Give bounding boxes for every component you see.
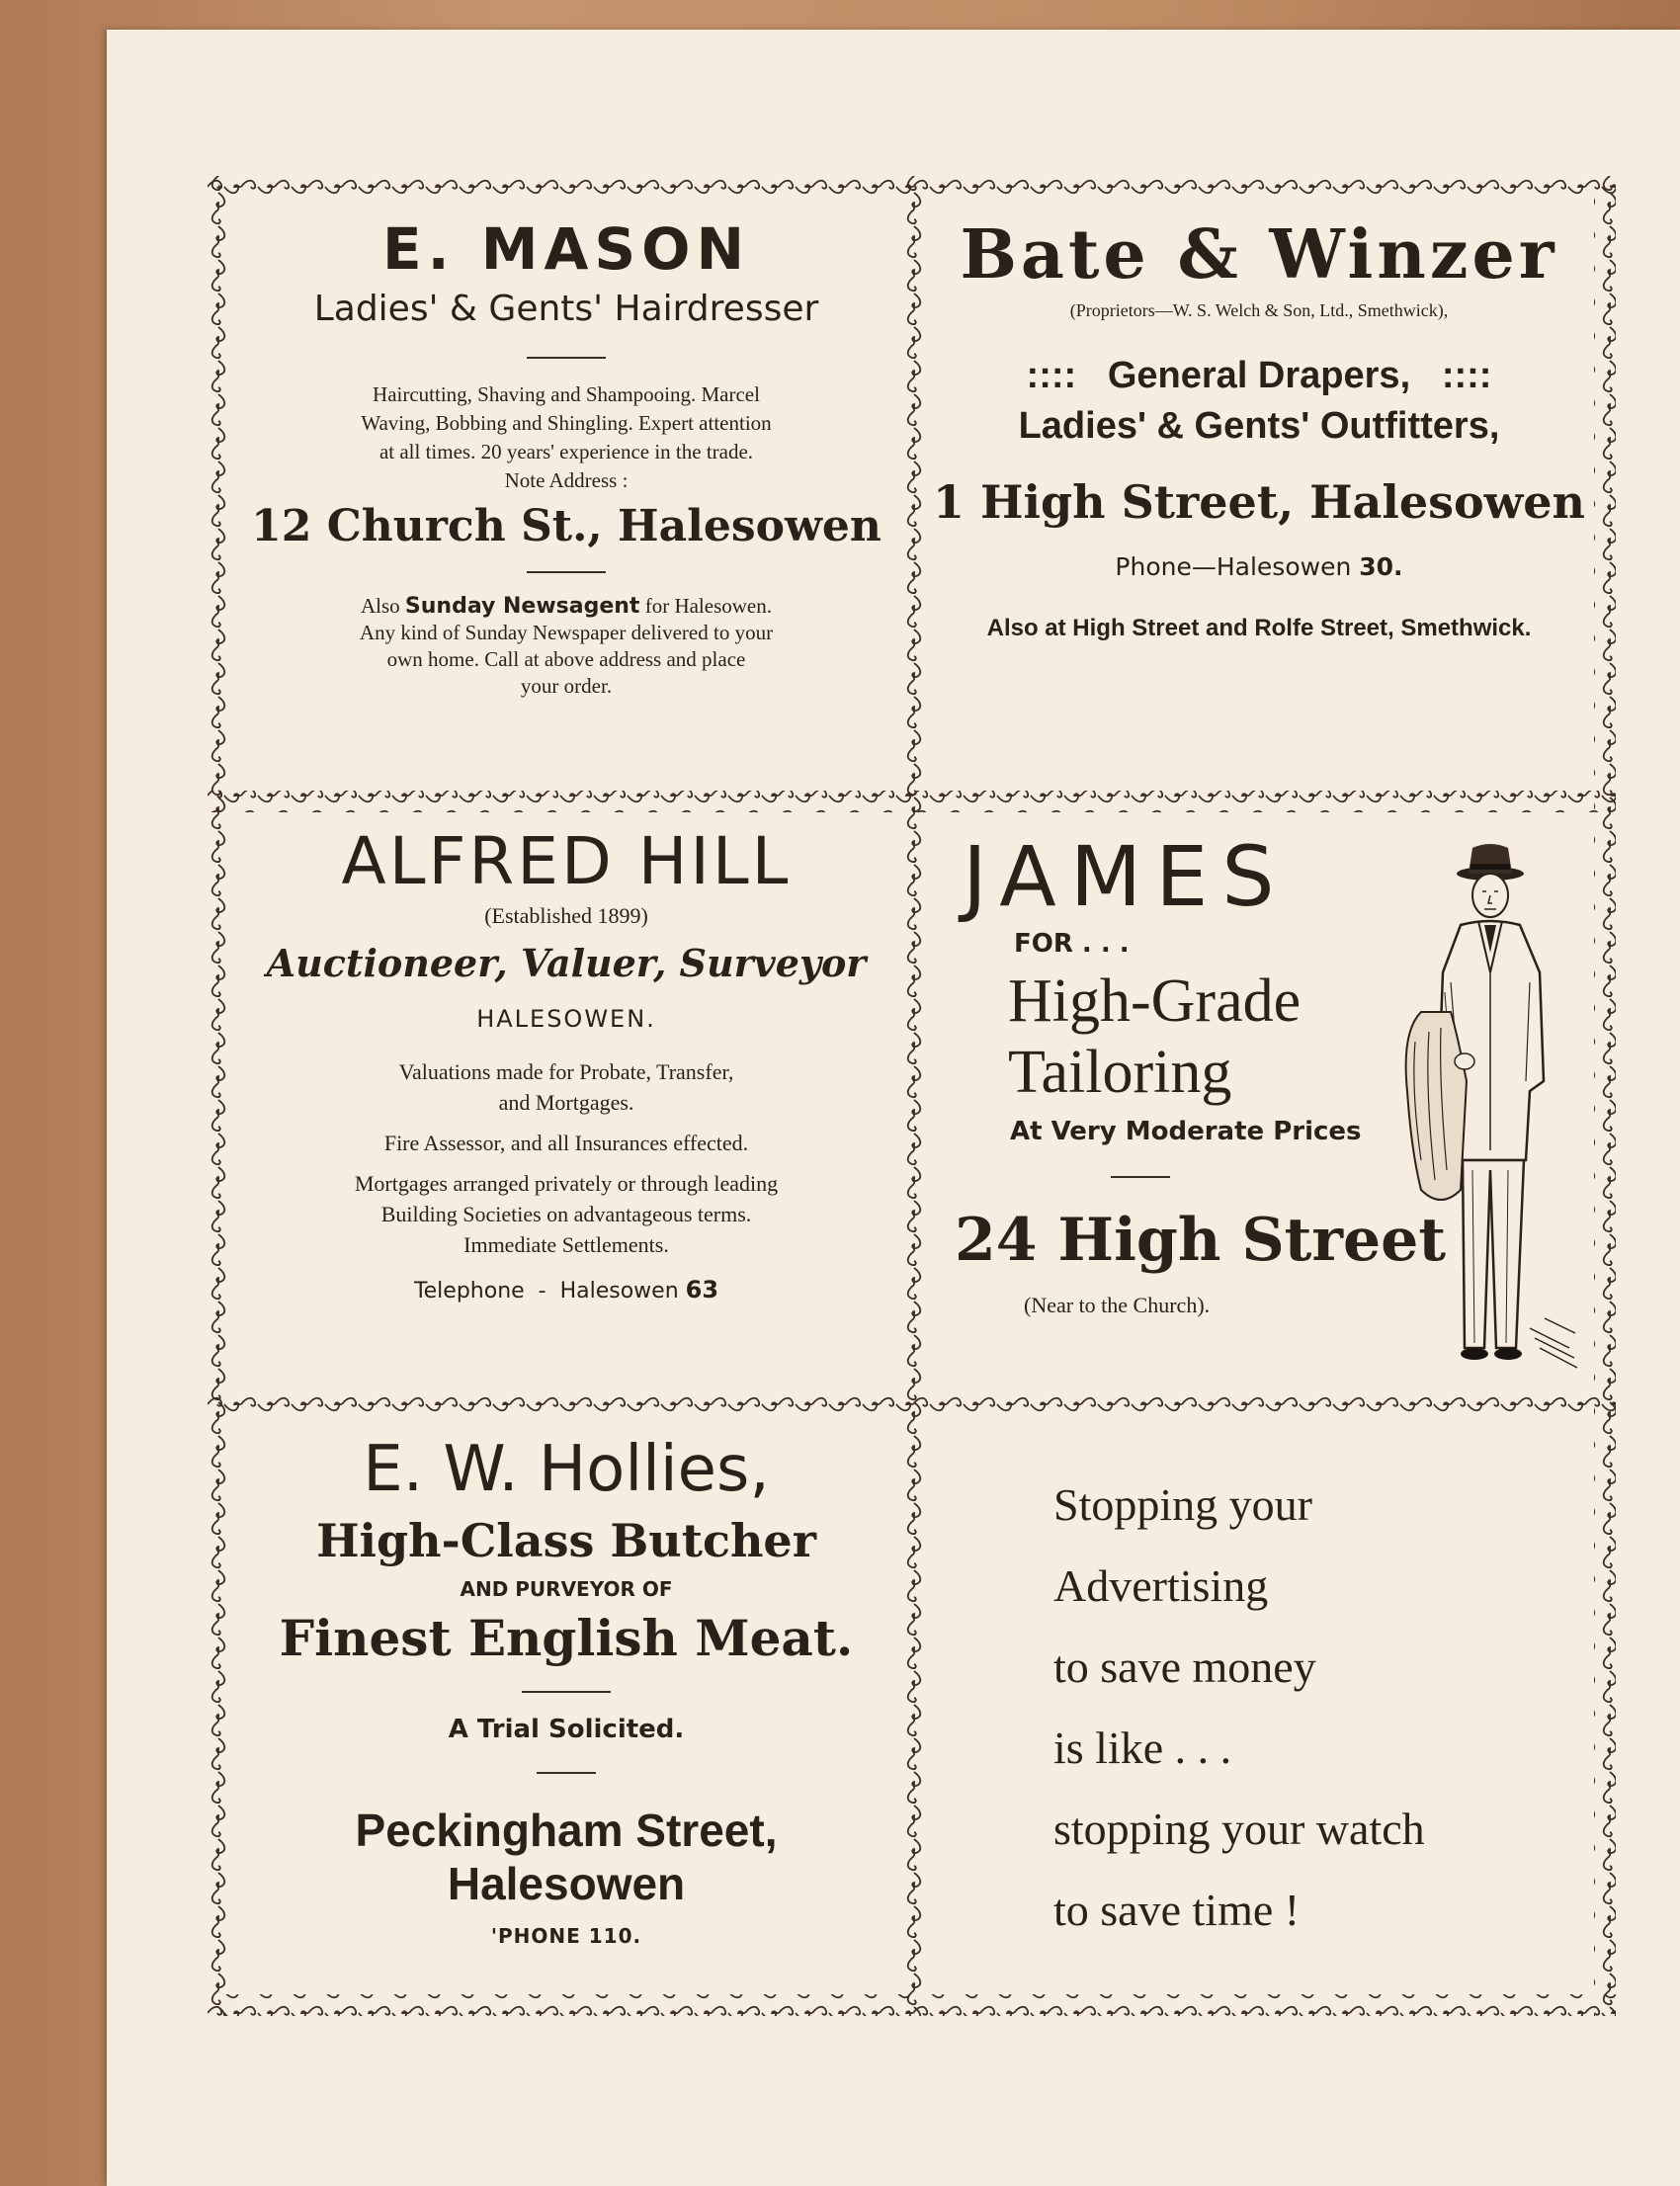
bate-outfitters: Ladies' & Gents' Outfitters, [1018, 405, 1500, 447]
divider [537, 1772, 596, 1774]
hollies-purveyor: AND PURVEYOR OF [460, 1577, 673, 1601]
mason-also-line: own home. Call at above address and place [386, 647, 746, 671]
hill-body-line: Building Societies on advantageous terms. [380, 1202, 752, 1226]
mason-also [231, 593, 901, 700]
mason-advert [231, 215, 901, 789]
bate-line1-row [925, 355, 1593, 397]
slogan-line: stopping your watch [1053, 1804, 1425, 1854]
hill-body-line: Fire Assessor, and all Insurances effected. [383, 1131, 749, 1155]
hollies-trade: High-Class Butcher [316, 1514, 816, 1567]
dots-ornament: :::: [1026, 355, 1077, 396]
james-name: JAMES [963, 828, 1289, 925]
divider [527, 357, 606, 359]
divider [1111, 1176, 1170, 1178]
hill-name: ALFRED HILL [341, 823, 792, 899]
bate-winzer-advert [925, 215, 1593, 789]
mason-body-line: Haircutting, Shaving and Shampooing. Marcel [373, 382, 760, 406]
mason-also-line: your order. [520, 674, 613, 698]
slogan-line: to save money [1053, 1641, 1316, 1692]
slogan-text [1053, 1465, 1425, 1951]
slogan-line: to save time ! [1053, 1885, 1301, 1935]
divider [522, 1691, 611, 1693]
hill-body-line: and Mortgages. [498, 1090, 634, 1115]
mason-address: 12 Church St., Halesowen [251, 501, 882, 551]
slogan-line: is like . . . [1053, 1723, 1232, 1773]
mason-trade: Ladies' & Gents' Hairdresser [313, 289, 819, 329]
james-prices: At Very Moderate Prices [1010, 1117, 1362, 1146]
bate-general-drapers: General Drapers, [1107, 355, 1411, 396]
hill-body [231, 1056, 901, 1260]
hill-body-line: Immediate Settlements. [463, 1232, 669, 1257]
james-high-grade: High-Grade [1008, 967, 1302, 1035]
mason-name: E. MASON [381, 215, 751, 283]
divider [527, 571, 606, 573]
james-near: (Near to the Church). [1024, 1293, 1211, 1317]
hill-town: HALESOWEN. [476, 1005, 656, 1033]
hill-body-line: Valuations made for Probate, Transfer, [398, 1059, 734, 1084]
bate-address: 1 High Street, Halesowen [933, 475, 1585, 529]
james-advert [925, 818, 1593, 1391]
hollies-meat: Finest English Meat. [279, 1609, 854, 1667]
mason-body [231, 380, 901, 495]
james-address: 24 High Street [955, 1206, 1447, 1275]
hollies-address: Peckingham Street, Halesowen [355, 1805, 778, 1909]
hill-telephone-label: Telephone - Halesowen [413, 1279, 679, 1303]
slogan-panel [925, 1425, 1593, 1993]
hollies-trial: A Trial Solicited. [448, 1715, 685, 1744]
hollies-phone: 'PHONE 110. [490, 1924, 642, 1948]
gentleman-illustration [1382, 834, 1579, 1387]
mason-also-pre: Also [360, 594, 400, 618]
mason-also-line: Any kind of Sunday Newspaper delivered to your [359, 621, 774, 644]
advert-grid [208, 176, 1616, 2016]
alfred-hill-advert [231, 823, 901, 1391]
dots-ornament: :::: [1441, 355, 1492, 396]
bate-name: Bate & Winzer [960, 215, 1558, 294]
bate-phone [925, 552, 1593, 581]
slogan-line: Advertising [1053, 1560, 1269, 1611]
bate-phone-label: Phone—Halesowen [1115, 552, 1352, 581]
slogan-line: Stopping your [1053, 1479, 1312, 1530]
hill-telephone [231, 1276, 901, 1303]
hollies-name: E. W. Hollies, [363, 1433, 770, 1506]
bate-proprietors: (Proprietors—W. S. Welch & Son, Ltd., Smethwick), [1069, 300, 1449, 320]
mason-body-line: at all times. 20 years' experience in the trade. [378, 440, 754, 463]
hill-trade: Auctioneer, Valuer, Surveyor [266, 941, 867, 985]
hill-body-line: Mortgages arranged privately or through leading [354, 1171, 779, 1196]
mason-sunday-newsagent: Sunday Newsagent [404, 594, 640, 619]
james-for: FOR . . . [1014, 929, 1130, 959]
james-tailoring: Tailoring [1008, 1039, 1232, 1106]
hill-established: (Established 1899) [484, 903, 648, 928]
mason-body-line: Waving, Bobbing and Shingling. Expert attention [361, 411, 772, 435]
mason-also-post: for Halesowen. [644, 594, 772, 618]
hill-telephone-number: 63 [685, 1276, 719, 1303]
bate-phone-number: 30. [1359, 552, 1403, 581]
mason-note: Note Address : [504, 468, 629, 492]
hollies-advert [231, 1425, 901, 1993]
bate-also: Also at High Street and Rolfe Street, Smethwick. [986, 615, 1532, 641]
